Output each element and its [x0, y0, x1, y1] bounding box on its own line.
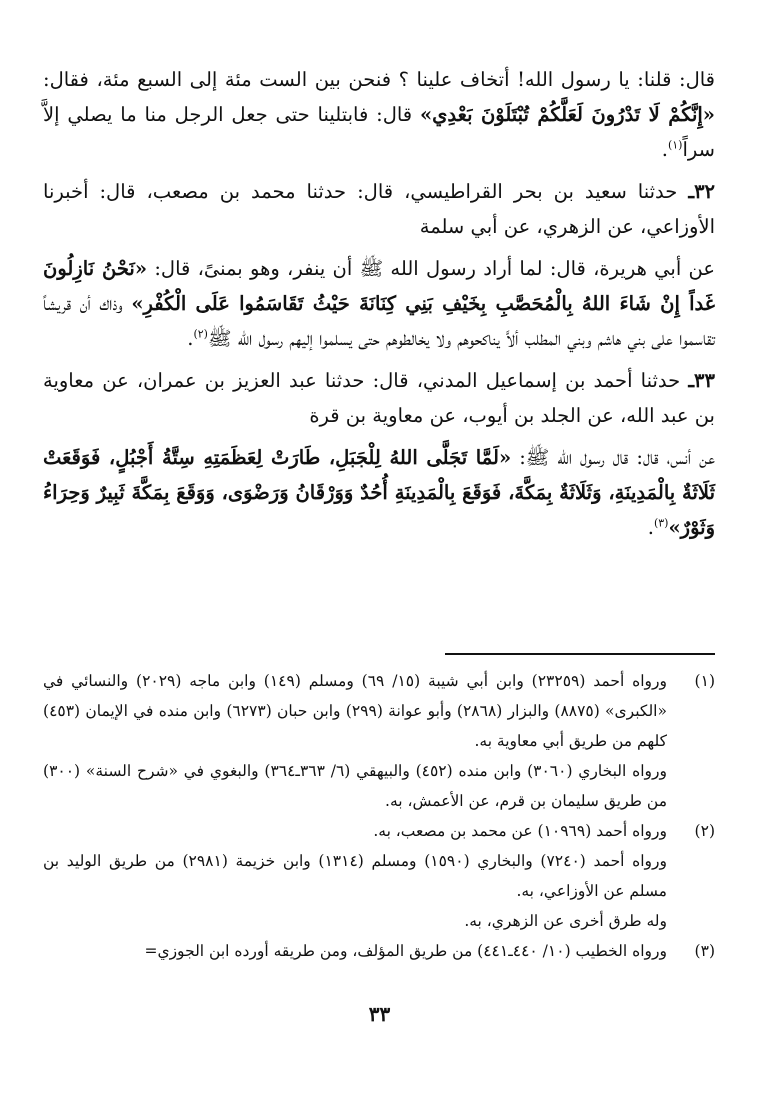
footnote-paragraph: وله طرق أخرى عن الزهري، به. [464, 912, 667, 930]
footnote-mark: (١) [694, 672, 715, 690]
hadith-32-chain [43, 174, 715, 244]
text-line: ولا يخالطوهم حتى يسلموا إليهم رسول الله ﷺ [207, 327, 452, 350]
page-number: ٣٣ [368, 1002, 391, 1026]
hadith-number: ٣٣ـ [688, 369, 715, 392]
hadith-33-text [43, 440, 715, 545]
text-line: ما يصلي إلاَّ سراً [43, 103, 715, 161]
footnote-separator [445, 653, 715, 655]
period: . [661, 138, 668, 161]
footnote-paragraph: ورواه أحمد (١٠٩٦٩) عن محمد بن مصعب، به. [373, 822, 667, 840]
hadith-32-text [43, 251, 715, 356]
footnote-paragraph: ورواه الخطيب (١٠/ ٤٤٠ـ٤٤١) من طريق المؤلف، ومن طريقه أورده ابن الجوزي= [144, 942, 667, 960]
footnote-paragraph: ورواه البخاري (٣٠٦٠) وابن منده (٤٥٢) والبيهقي (٦/ ٣٦٣ـ٣٦٤) والبغوي في «شرح السنة» (٣٠٠) من طريق سليمان بن قرم، عن الأعمش، به. [43, 762, 667, 810]
text-line: قال: فابتلينا حتى جعل الرجل منا [144, 103, 420, 126]
text-line: وذاك أن قريشاً تقاسموا على بني هاشم وبني المطلب ألاَّ يناكحوهم [43, 292, 715, 350]
footnote-body [43, 666, 667, 816]
main-text [43, 62, 715, 545]
quran-quote: «إِنَّكُمْ لَا تَدْرُونَ لَعَلَّكُمْ تُبْتَلَوْنَ بَعْدِي» [419, 103, 715, 126]
footnote-paragraph: ورواه أحمد (٧٢٤٠) والبخاري (١٥٩٠) ومسلم (١٣١٤) وابن خزيمة (٢٩٨١) من طريق الوليد بن مسلم عن الأوزاعي، به. [43, 852, 667, 900]
text-line: عن أنس، قال: قال رسول الله ﷺ: [511, 446, 716, 469]
text-line: عن معاوية بن عبد الله، عن الجلد بن أيوب، عن معاوية بن قرة [43, 369, 715, 427]
hadith-number: ٣٢ـ [688, 180, 716, 203]
text-line: حدثنا سعيد بن بحر القراطيسي، قال: حدثنا محمد بن مصعب، [146, 180, 689, 203]
text-line: حدثنا أحمد بن إسماعيل المدني، قال: حدثنا عبد العزيز بن عمران، [136, 369, 689, 392]
footnote-ref-2[interactable]: (٢) [193, 327, 208, 341]
footnote-ref-1[interactable]: (١) [667, 138, 683, 152]
text-line: قال: قلنا: يا رسول الله! أتخاف علينا ؟ فنحن بين الست مئة إلى السبع مئة، [96, 68, 715, 91]
footnote-ref-3[interactable]: (٣) [653, 516, 669, 530]
footnote-1 [43, 666, 715, 816]
hadith-quote: «لَمَّا تَجَلَّى اللهُ لِلْجَبَلِ، طَارَتْ لِعَظَمَتِهِ سِتَّةُ أَجْبُلٍ، فَوَقَعَتْ ثَلَاثَةٌ بِالْمَدِينَةِ، وَثَلَاثَةٌ بِمَكَّةَ، فَوَقَعَ بِالْمَدِينَةِ أُحُدٌ وَوَرْقَانُ وَرَضْوَى، وَوَقَعَ بِمَكَّةَ ثَبِيرٌ وَحِرَاءُ وَثَوْرٌ» [43, 446, 715, 539]
text-line: فقال: [43, 68, 89, 91]
paragraph-1 [43, 62, 715, 167]
footnote-mark: (٢) [694, 822, 715, 840]
footnote-mark: (٣) [694, 942, 715, 960]
footnotes [43, 666, 715, 966]
footnote-body [43, 936, 667, 966]
footnote-paragraph: ورواه أحمد (٢٣٢٥٩) وابن أبي شيبة (١٥/ ٦٩) ومسلم (١٤٩) وابن ماجه (٢٠٢٩) والنسائي في «الكبرى» (٨٨٧٥) والبزار (٢٨٦٨) وأبو عوانة (٢٩٩) وابن حبان (٦٢٧٣) وابن منده في الإيمان (٤٥٣) كلهم من طريق أبي معاوية به. [43, 672, 667, 750]
text-line: قال: أخبرنا الأوزاعي، عن الزهري، عن أبي سلمة [43, 180, 715, 238]
text-line: عن أبي هريرة، قال: لما أراد رسول الله ﷺ أن ينفر، وهو بمنىً، قال: [154, 257, 716, 280]
footnote-3 [43, 936, 715, 966]
hadith-quote: «نَحْنُ نَازِلُونَ غَداً إِنْ شَاءَ اللهُ بِالْمُحَصَّبِ بِخَيْفِ بَنِي كِنَانَةَ حَيْثُ تَقَاسَمُوا عَلَى الْكُفْرِ» [43, 257, 715, 315]
footnote-body [43, 816, 667, 936]
footnote-2 [43, 816, 715, 936]
period: . [187, 327, 194, 350]
period: . [647, 516, 654, 539]
hadith-33-chain [43, 363, 715, 433]
